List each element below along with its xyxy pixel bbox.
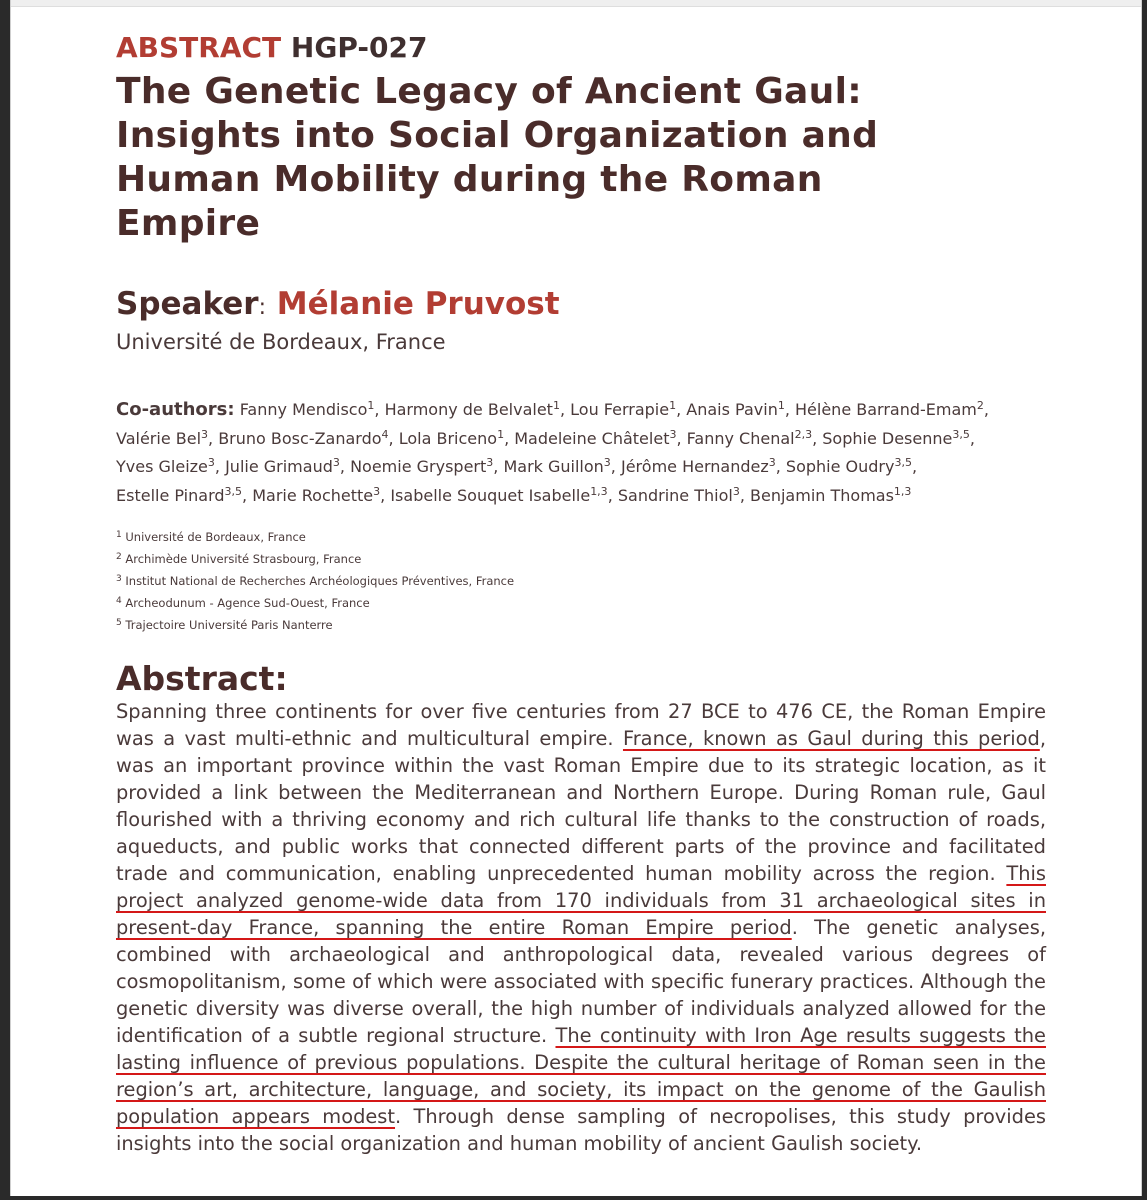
coauthor-name: Isabelle Souquet Isabelle bbox=[390, 485, 591, 505]
coauthor-name: Hélène Barrand-Emam bbox=[795, 400, 977, 419]
affiliation-footnote bbox=[116, 526, 1046, 548]
coauthor-name: Sandrine Thiol bbox=[617, 485, 733, 505]
viewer-top-strip bbox=[11, 0, 1141, 7]
coauthor-item: Mark Guillon$^3$, bbox=[503, 456, 616, 476]
coauthor-item: Hélène Barrand-Emam$^2$, bbox=[795, 399, 989, 419]
coauthor-affiliation-sup: 3 bbox=[486, 456, 494, 469]
coauthor-item: Sophie Oudry$^{3,5}$, bbox=[785, 456, 918, 476]
footnote-text: Archeodunum - Agence Sud-Ouest, France bbox=[121, 596, 370, 610]
title-line: Empire bbox=[116, 203, 261, 244]
coauthor-affiliation-sup: 4 bbox=[381, 427, 389, 441]
coauthor-affiliation-sup: 1 bbox=[497, 427, 505, 441]
abstract-content bbox=[116, 30, 1046, 1157]
coauthor-affiliation-sup: 3,5 bbox=[952, 427, 970, 441]
affiliation-footnotes bbox=[116, 526, 1046, 636]
affiliation-footnote bbox=[116, 548, 1046, 570]
coauthor-name: Valérie Bel bbox=[116, 428, 202, 448]
document-page bbox=[10, 0, 1142, 1196]
coauthor-item: Lola Briceno$^1$, bbox=[398, 427, 510, 448]
footnote-number: 4 bbox=[116, 596, 122, 606]
speaker-label: Speaker bbox=[116, 286, 259, 322]
coauthor-name: Benjamin Thomas bbox=[750, 485, 894, 505]
coauthor-name: Jérôme Hernandez bbox=[620, 457, 769, 476]
coauthor-affiliation-sup: 1 bbox=[777, 399, 785, 412]
affiliation-footnote bbox=[116, 592, 1046, 614]
coauthor-item: Fanny Chenal$^{2,3}$, bbox=[686, 427, 818, 448]
speaker-name: Mélanie Pruvost bbox=[276, 286, 560, 322]
coauthor-name: Madeleine Châtelet bbox=[514, 428, 670, 448]
coauthor-name: Julie Grimaud bbox=[225, 457, 333, 476]
coauthor-item: Lou Ferrapie$^1$, bbox=[570, 399, 682, 419]
affiliation-footnote bbox=[116, 614, 1046, 636]
coauthor-affiliation-sup: 3 bbox=[768, 456, 776, 469]
coauthor-name: Lola Briceno bbox=[398, 428, 498, 448]
coauthor-item: Estelle Pinard$^{3,5}$, bbox=[116, 484, 248, 505]
coauthor-item: Sandrine Thiol$^3$, bbox=[617, 484, 745, 505]
coauthor-item: Harmony de Belvalet$^1$, bbox=[384, 399, 566, 419]
footnote-text: Trajectoire Université Paris Nanterre bbox=[121, 618, 333, 632]
coauthor-item: Valérie Bel$^3$, bbox=[116, 427, 214, 448]
coauthor-name: Noemie Gryspert bbox=[350, 457, 487, 476]
coauthor-affiliation-sup: 1,3 bbox=[893, 484, 912, 498]
title-line: Human Mobility during the Roman bbox=[116, 159, 823, 200]
coauthor-item: Jérôme Hernandez$^3$, bbox=[620, 456, 781, 476]
coauthor-name: Harmony de Belvalet bbox=[384, 400, 553, 419]
coauthor-affiliation-sup: 1 bbox=[367, 399, 375, 412]
underlined-passage: The continuity with Iron Age results suggests the lasting influence of previous populations. Despite the cultural heritage of Roman seen in the region’s art, architecture, language, and society, its impact on the genome of the Gaulish population appears modest bbox=[116, 1024, 1046, 1128]
footnote-number: 5 bbox=[116, 618, 122, 628]
coauthor-affiliation-sup: 3,5 bbox=[224, 484, 243, 498]
coauthor-name: Bruno Bosc-Zanardo bbox=[218, 428, 382, 448]
coauthor-affiliation-sup: 1,3 bbox=[590, 484, 608, 498]
coauthor-affiliation-sup: 1 bbox=[552, 399, 560, 412]
coauthor-item: Noemie Gryspert$^3$, bbox=[350, 456, 499, 476]
coauthor-name: Anais Pavin bbox=[686, 400, 778, 419]
coauthor-item: Madeleine Châtelet$^3$, bbox=[514, 427, 682, 448]
footnote-text: Institut National de Recherches Archéologiques Préventives, France bbox=[121, 574, 515, 588]
coauthor-affiliation-sup: 3 bbox=[207, 456, 215, 469]
coauthor-affiliation-sup: 3 bbox=[669, 427, 677, 441]
speaker-affiliation: Université de Bordeaux, France bbox=[116, 330, 446, 354]
coauthor-affiliation-sup: 1 bbox=[669, 399, 677, 412]
title-line: Insights into Social Organization and bbox=[116, 115, 879, 156]
coauthor-name: Sophie Oudry bbox=[785, 457, 895, 476]
coauthor-affiliation-sup: 2,3 bbox=[794, 427, 813, 441]
coauthor-name: Yves Gleize bbox=[116, 457, 208, 476]
coauthor-item: Anais Pavin$^1$, bbox=[686, 399, 790, 419]
abstract-text: Spanning three continents for over five centuries from 27 BCE to 476 CE, the Roman Empire was a vast multi-ethnic and multicultural empire. bbox=[116, 700, 1046, 750]
coauthor-item: Isabelle Souquet Isabelle$^{1,3}$, bbox=[390, 484, 613, 505]
coauthor-affiliation-sup: 2 bbox=[976, 399, 984, 412]
coauthor-affiliation-sup: 3 bbox=[332, 456, 340, 469]
coauthors-label: Co-authors: bbox=[116, 399, 235, 420]
speaker-line bbox=[116, 286, 1046, 326]
footnote-number: 1 bbox=[116, 530, 122, 540]
coauthor-affiliation-sup: 3 bbox=[732, 484, 740, 498]
abstract-text: . The genetic analyses, combined with archaeological and anthropological data, revealed various degrees of cosmopolitanism, some of which were associated with specific funerary practices. Although the genetic diversity was diverse overall, the high number of individuals analyzed allowed for the identification of a subtle regional structure. bbox=[116, 916, 1046, 1047]
coauthor-name: Estelle Pinard bbox=[116, 485, 225, 505]
coauthor-item: Yves Gleize$^3$, bbox=[116, 456, 220, 476]
coauthor-affiliation-sup: 3 bbox=[373, 484, 381, 498]
speaker-colon: : bbox=[258, 295, 266, 320]
coauthor-affiliation-sup: 3 bbox=[201, 427, 209, 441]
abstract-code: HGP-027 bbox=[290, 31, 428, 64]
abstract-heading: Abstract: bbox=[116, 659, 288, 698]
coauthor-item bbox=[750, 486, 911, 505]
paper-title bbox=[116, 70, 1046, 246]
footnote-number: 3 bbox=[116, 574, 122, 584]
coauthor-affiliation-sup: 3,5 bbox=[894, 456, 912, 469]
coauthor-name: Mark Guillon bbox=[503, 457, 604, 476]
coauthor-item: Marie Rochette$^3$, bbox=[252, 484, 386, 505]
title-line: The Genetic Legacy of Ancient Gaul: bbox=[116, 71, 862, 112]
abstract-text: , was an important province within the vast Roman Empire due to its strategic location, as it provided a link between the Mediterranean and Northern Europe. During Roman rule, Gaul flourished with a thriving economy and rich cultural life thanks to the construction of roads, aqueducts, and public works that connected different parts of the province and facilitated trade and communication, enabling unprecedented human mobility across the region. bbox=[116, 727, 1046, 885]
affiliation-footnote bbox=[116, 570, 1046, 592]
coauthor-name: Fanny Mendisco bbox=[239, 400, 368, 419]
footnote-text: Archimède Université Strasbourg, France bbox=[121, 552, 362, 566]
coauthor-item: Julie Grimaud$^3$, bbox=[225, 456, 345, 476]
footnote-number: 2 bbox=[116, 552, 122, 562]
coauthor-item: Bruno Bosc-Zanardo$^4$, bbox=[218, 427, 394, 448]
abstract-label: ABSTRACT bbox=[116, 31, 282, 64]
abstract-body bbox=[116, 698, 1046, 1157]
underlined-passage: This project analyzed genome-wide data from 170 individuals from 31 archaeological sites in present-day France, spanning the entire Roman Empire period bbox=[116, 862, 1046, 939]
coauthor-name: Lou Ferrapie bbox=[570, 400, 670, 419]
coauthor-name: Fanny Chenal bbox=[686, 428, 795, 448]
abstract-id-line bbox=[116, 30, 1046, 66]
coauthor-name: Marie Rochette bbox=[252, 485, 374, 505]
coauthor-name: Sophie Desenne bbox=[822, 428, 953, 448]
coauthor-item: Fanny Mendisco$^1$, bbox=[239, 399, 380, 419]
coauthor-affiliation-sup: 3 bbox=[603, 456, 611, 469]
underlined-passage: France, known as Gaul during this period bbox=[622, 727, 1040, 750]
abstract-text: . Through dense sampling of necropolises, this study provides insights into the social organization and human mobility of ancient Gaulish society. bbox=[116, 1105, 1047, 1155]
coauthors-list bbox=[116, 396, 1046, 510]
footnote-text: Université de Bordeaux, France bbox=[121, 530, 306, 544]
coauthor-item: Sophie Desenne$^{3,5}$, bbox=[822, 427, 975, 448]
